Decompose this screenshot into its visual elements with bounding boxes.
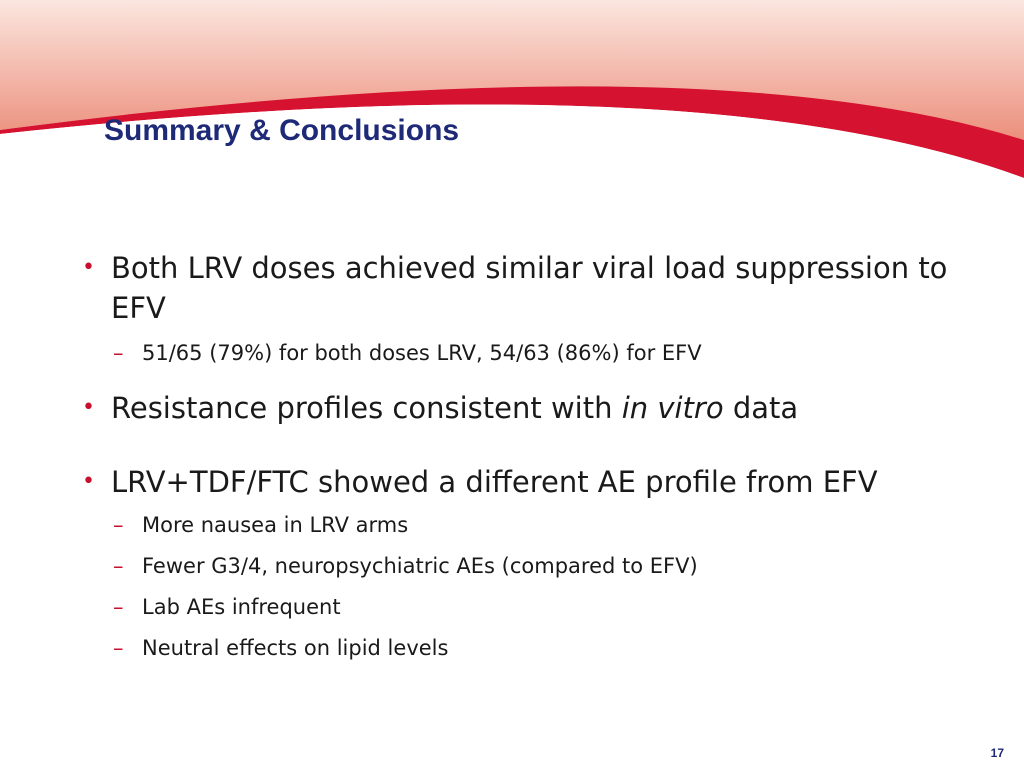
bullet-text-part: data: [723, 391, 799, 425]
dash-marker: –: [113, 636, 124, 660]
sub-bullet-text: More nausea in LRV arms: [142, 513, 409, 537]
sub-bullet-text: 51/65 (79%) for both doses LRV, 54/63 (86%) for EFV: [142, 341, 702, 365]
bullet-text: [111, 388, 971, 428]
sub-bullet-text: Neutral effects on lipid levels: [142, 636, 449, 660]
bullet-text: LRV+TDF/FTC showed a different AE profile from EFV: [111, 465, 878, 499]
slide-title: Summary & Conclusions: [104, 114, 460, 147]
slide-header-banner: [0, 0, 1024, 190]
sub-bullet-item: [113, 510, 408, 540]
bullet-text-part: Resistance profiles consistent with: [111, 391, 622, 425]
sub-bullet-item: [113, 551, 698, 581]
sub-bullet-item: [113, 338, 702, 368]
sub-bullet-item: [113, 633, 448, 663]
bullet-marker: •: [82, 469, 95, 494]
bullet-item: [82, 388, 971, 428]
bullet-marker: •: [82, 395, 95, 420]
page-number: 17: [990, 746, 1004, 760]
bullet-text: Both LRV doses achieved similar viral load suppression to EFV: [111, 251, 948, 325]
bullet-text-italic: in vitro: [621, 391, 724, 425]
bullet-item: [82, 462, 971, 502]
dash-marker: –: [113, 554, 124, 578]
bullet-item: [82, 248, 971, 328]
dash-marker: –: [113, 341, 124, 365]
bullet-marker: •: [82, 255, 95, 280]
sub-bullet-text: Lab AEs infrequent: [142, 595, 341, 619]
sub-bullet-item: [113, 592, 341, 622]
sub-bullet-text: Fewer G3/4, neuropsychiatric AEs (compared to EFV): [142, 554, 698, 578]
dash-marker: –: [113, 595, 124, 619]
dash-marker: –: [113, 513, 124, 537]
